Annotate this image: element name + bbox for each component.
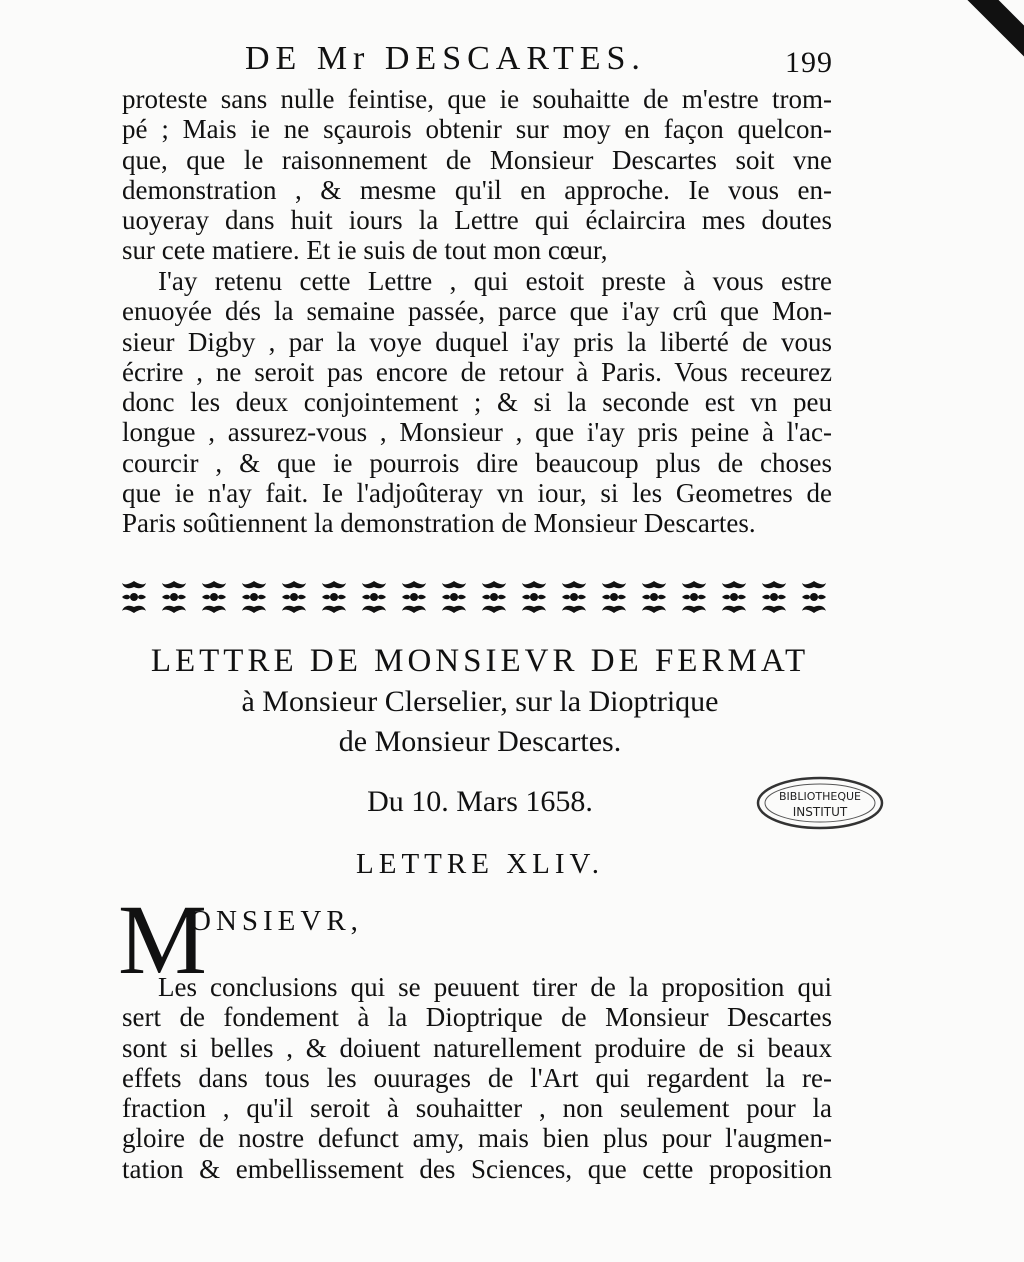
- fleuron-icon: [678, 577, 710, 617]
- text-line: I'ay retenu cette Lettre , qui estoit preste à vous estre: [158, 266, 832, 296]
- text-line: Paris soûtiennent la demonstration de Monsieur Descartes.: [122, 508, 756, 539]
- text-line: demonstration , & mesme qu'il en approche. Ie vous en-: [122, 174, 832, 205]
- text-line: longue , assurez-vous , Monsieur , que i'ay pris peine à l'ac-: [122, 417, 832, 448]
- text-line: proteste sans nulle feintise, que ie souhaitte de m'estre trom-: [122, 84, 832, 114]
- fleuron-icon: [758, 577, 790, 617]
- fleuron-icon: [798, 577, 830, 617]
- corner-shadow-bar: [920, 0, 1024, 65]
- fleuron-icon: [198, 577, 230, 617]
- letter-date: Du 10. Mars 1658.: [367, 785, 593, 818]
- fleuron-icon: [558, 577, 590, 617]
- running-head: DE Mr DESCARTES.: [245, 40, 646, 77]
- fleuron-icon: [278, 577, 310, 617]
- text-line: enuoyée dés la semaine passée, parce que i'ay crû que Mon-: [122, 296, 832, 327]
- letter-title: LETTRE DE MONSIEVR DE FERMAT: [150, 643, 810, 679]
- fleuron-icon: [158, 577, 190, 617]
- fleuron-icon: [598, 577, 630, 617]
- fleuron-icon: [238, 577, 270, 617]
- letter-subtitle-line: à Monsieur Clerselier, sur la Dioptrique: [241, 685, 719, 718]
- text-line: tation & embellissement des Sciences, que cette proposition: [122, 1153, 832, 1184]
- fleuron-icon: [718, 577, 750, 617]
- fleuron-icon: [478, 577, 510, 617]
- continuation-paragraph: [122, 84, 832, 266]
- fleuron-icon: [518, 577, 550, 617]
- drop-cap: M: [118, 884, 207, 995]
- fleuron-icon: [398, 577, 430, 617]
- stamp-line-1: BIBLIOTHEQUE: [779, 790, 861, 803]
- text-line: sert de fondement à la Dioptrique de Monsieur Descartes: [122, 1002, 832, 1033]
- text-line: que, que le raisonnement de Monsieur Descartes soit vne: [122, 144, 832, 175]
- fleuron-icon: [318, 577, 350, 617]
- text-line: pé ; Mais ie ne sçaurois obtenir sur moy en façon quelcon-: [122, 114, 832, 145]
- fleuron-icon: [438, 577, 470, 617]
- letter-number: LETTRE XLIV.: [356, 848, 604, 880]
- text-line: effets dans tous les ouurages de l'Art qui regardent la re-: [122, 1062, 832, 1093]
- fleuron-ornament-band: [118, 576, 830, 618]
- text-line: donc les deux conjointement ; & si la seconde est vn peu: [122, 387, 832, 418]
- text-line: uoyeray dans huit iours la Lettre qui éclaircira mes doutes: [122, 205, 832, 236]
- text-line: courcir , & que ie pourrois dire beaucoup plus de choses: [122, 447, 832, 478]
- text-line: sieur Digby , par la voye duquel i'ay pris la liberté de vous: [122, 326, 832, 357]
- fleuron-icon: [638, 577, 670, 617]
- salutation: ONSIEVR,: [190, 905, 363, 937]
- letter-subtitle-line: de Monsieur Descartes.: [338, 725, 622, 758]
- page-number: 199: [785, 46, 833, 79]
- text-line: écrire , ne seroit pas encore de retour à Paris. Vous receurez: [122, 356, 832, 387]
- text-line: gloire de nostre defunct amy, mais bien plus pour l'augmen-: [122, 1123, 832, 1154]
- text-line: Les conclusions qui se peuuent tirer de la proposition qui: [158, 972, 832, 1002]
- postscript-paragraph: [122, 266, 832, 539]
- letter-body-paragraph: [122, 972, 832, 1184]
- text-line: sur cete matiere. Et ie suis de tout mon cœur,: [122, 235, 608, 266]
- text-line: fraction , qu'il seroit à souhaitter , non seulement pour la: [122, 1093, 832, 1124]
- library-stamp-icon: [755, 775, 885, 831]
- fleuron-icon: [358, 577, 390, 617]
- text-line: que ie n'ay fait. Ie l'adjoûteray vn iour, si les Geometres de: [122, 478, 832, 509]
- stamp-line-2: INSTITUT: [792, 805, 848, 819]
- fleuron-icon: [118, 577, 150, 617]
- text-line: sont si belles , & doiuent naturellement produire de si beaux: [122, 1032, 832, 1063]
